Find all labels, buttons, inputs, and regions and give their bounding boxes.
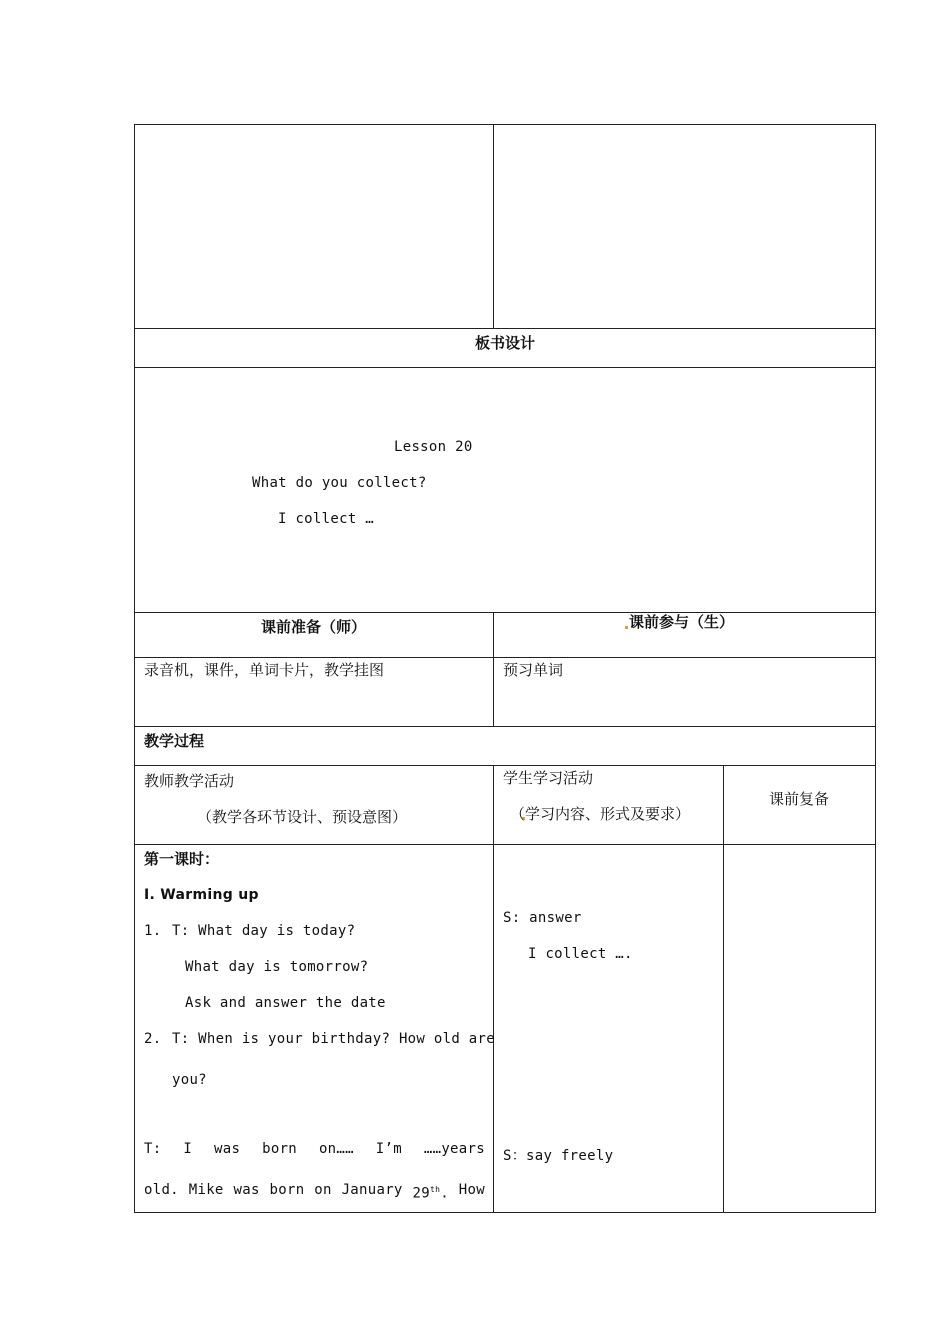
- student-answer: S: answer: [503, 910, 582, 926]
- table-border-right: [875, 124, 876, 1213]
- word: I: [183, 1141, 193, 1157]
- board-answer: I collect …: [278, 511, 375, 527]
- col-divider-process-1: [493, 765, 494, 1212]
- review-col-title: 课前复备: [768, 790, 829, 808]
- teacher-col-sub: （教学各环节设计、预设意图）: [197, 808, 408, 826]
- item1-line-a: T: What day is today?: [172, 923, 356, 939]
- word: ……years: [423, 1141, 485, 1157]
- teacher-statement-line2: [144, 1181, 485, 1203]
- item1-line-b: What day is tomorrow?: [185, 959, 369, 975]
- word: old.: [144, 1182, 179, 1198]
- word: T:: [144, 1141, 162, 1157]
- date-day: 29: [412, 1185, 430, 1202]
- word: born: [269, 1182, 305, 1198]
- board-lesson-title: Lesson 20: [394, 439, 473, 455]
- word: How: [458, 1182, 485, 1198]
- date-word: 29th.: [412, 1185, 449, 1202]
- word: Mike: [188, 1182, 224, 1198]
- item2-line-b: you?: [172, 1072, 207, 1088]
- prep-student-header: 课前参与（生）: [629, 613, 735, 631]
- row-divider-process-cols: [134, 765, 876, 766]
- prep-teacher-content: 录音机，课件，单词卡片，教学挂图: [144, 661, 385, 679]
- prep-student-content: 预习单词: [503, 661, 564, 679]
- teacher-statement-line1: [144, 1140, 485, 1158]
- prep-teacher-header: 课前准备（师）: [260, 618, 366, 636]
- table-border-left: [134, 124, 135, 1213]
- item1-line-c: Ask and answer the date: [185, 995, 386, 1011]
- word: born: [262, 1141, 298, 1157]
- lesson-period: 第一课时：: [144, 850, 220, 868]
- row-divider-process-header: [134, 726, 876, 727]
- word: I’m: [375, 1141, 402, 1157]
- word: January: [341, 1182, 403, 1198]
- table-border-top: [134, 124, 876, 125]
- item1-number: 1.: [144, 923, 162, 939]
- teacher-col-title: 教师教学活动: [144, 772, 235, 790]
- table-border-bottom: [134, 1212, 876, 1213]
- word: on: [314, 1182, 332, 1198]
- col-divider-prep: [493, 612, 494, 726]
- row-divider-board-content: [134, 367, 876, 368]
- col-divider-process-2: [723, 765, 724, 1212]
- row-divider-prep-header: [134, 612, 876, 613]
- highlight-marker: [625, 626, 628, 629]
- section-warming-up: Ⅰ. Warming up: [144, 887, 259, 903]
- col-divider-top: [493, 124, 494, 328]
- process-header: 教学过程: [144, 732, 205, 750]
- row-divider-prep-content: [134, 657, 876, 658]
- word: was: [214, 1141, 241, 1157]
- student-say-freely: S：say freely: [503, 1148, 614, 1164]
- word: was: [233, 1182, 260, 1198]
- board-question: What do you collect?: [252, 475, 427, 491]
- item2-line-a: T: When is your birthday? How old are: [172, 1031, 495, 1047]
- row-divider-board-header: [134, 328, 876, 329]
- item2-number: 2.: [144, 1031, 162, 1047]
- student-col-title: 学生学习活动: [503, 769, 594, 787]
- board-header: 板书设计: [474, 334, 535, 352]
- word: on……: [318, 1141, 354, 1157]
- row-divider-lesson: [134, 844, 876, 845]
- date-suffix: th: [429, 1185, 441, 1194]
- student-col-sub: （学习内容、形式及要求）: [510, 805, 691, 823]
- student-collect: I collect ….: [528, 946, 633, 962]
